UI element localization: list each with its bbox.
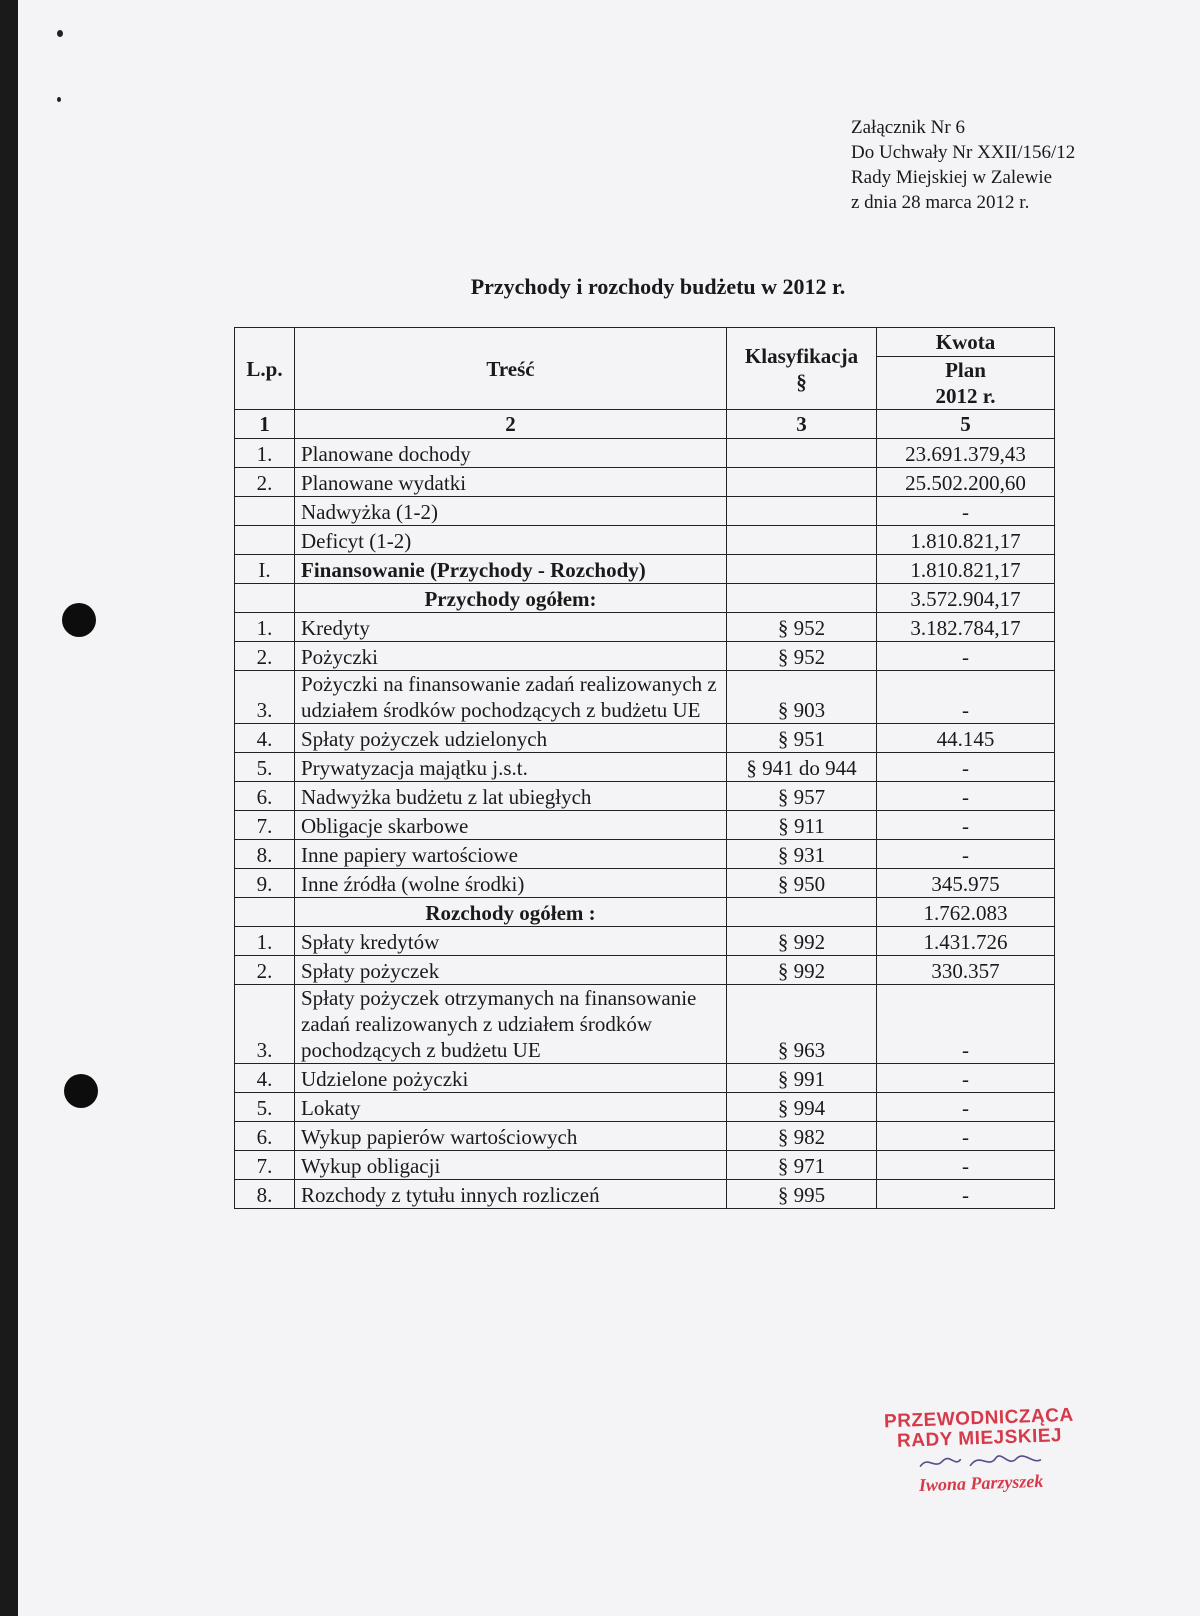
cell-kwota: -	[877, 642, 1055, 671]
cell-kwota: -	[877, 1064, 1055, 1093]
table-row	[235, 1151, 1055, 1180]
cell-tresc: Obligacje skarbowe	[295, 811, 727, 840]
cell-kwota: -	[877, 671, 1055, 724]
cell-tresc: Spłaty pożyczek otrzymanych na finansowanie zadań realizowanych z udziałem środków pochodzących z budżetu UE	[295, 985, 727, 1064]
table-body	[235, 439, 1055, 1209]
cell-lp: 4.	[235, 724, 295, 753]
table-row	[235, 956, 1055, 985]
cell-klasyfikacja: § 992	[727, 927, 877, 956]
cell-lp	[235, 584, 295, 613]
cell-lp: I.	[235, 555, 295, 584]
cell-kwota: 3.182.784,17	[877, 613, 1055, 642]
table-row	[235, 782, 1055, 811]
cell-klasyfikacja	[727, 526, 877, 555]
header-line: Załącznik Nr 6	[851, 117, 965, 138]
cell-tresc: Udzielone pożyczki	[295, 1064, 727, 1093]
cell-kwota: -	[877, 497, 1055, 526]
cell-klasyfikacja: § 950	[727, 869, 877, 898]
cell-tresc: Prywatyzacja majątku j.s.t.	[295, 753, 727, 782]
cell-lp: 8.	[235, 840, 295, 869]
cell-klasyfikacja	[727, 584, 877, 613]
cell-lp: 2.	[235, 642, 295, 671]
cell-lp: 5.	[235, 1093, 295, 1122]
column-number: 5	[877, 410, 1055, 439]
cell-kwota: 23.691.379,43	[877, 439, 1055, 468]
stamp-title-line: PRZEWODNICZĄCA	[883, 1404, 1074, 1433]
cell-tresc: Inne papiery wartościowe	[295, 840, 727, 869]
cell-tresc: Lokaty	[295, 1093, 727, 1122]
cell-lp: 7.	[235, 1151, 295, 1180]
table-row	[235, 898, 1055, 927]
cell-tresc: Pożyczki na finansowanie zadań realizowanych z udziałem środków pochodzących z budżetu UE	[295, 671, 727, 724]
header-line: Do Uchwały Nr XXII/156/12	[851, 142, 1076, 163]
header-paragraf-symbol: §	[796, 369, 807, 394]
cell-kwota: -	[877, 782, 1055, 811]
table-row	[235, 642, 1055, 671]
table-row	[235, 468, 1055, 497]
cell-lp: 1.	[235, 613, 295, 642]
cell-kwota: 44.145	[877, 724, 1055, 753]
table-row	[235, 526, 1055, 555]
column-number: 2	[295, 410, 727, 439]
table-row	[235, 555, 1055, 584]
cell-klasyfikacja: § 995	[727, 1180, 877, 1209]
table-row	[235, 724, 1055, 753]
cell-tresc: Spłaty pożyczek	[295, 956, 727, 985]
cell-kwota: -	[877, 1093, 1055, 1122]
cell-lp: 6.	[235, 782, 295, 811]
cell-lp	[235, 526, 295, 555]
cell-kwota: 1.762.083	[877, 898, 1055, 927]
cell-kwota: -	[877, 840, 1055, 869]
cell-lp: 2.	[235, 468, 295, 497]
cell-tresc: Deficyt (1-2)	[295, 526, 727, 555]
cell-lp	[235, 497, 295, 526]
cell-tresc: Rozchody ogółem :	[295, 898, 727, 927]
stamp-name: Iwona Parzyszek	[918, 1470, 1044, 1496]
cell-kwota: -	[877, 985, 1055, 1064]
cell-tresc: Planowane dochody	[295, 439, 727, 468]
cell-klasyfikacja: § 952	[727, 642, 877, 671]
cell-klasyfikacja: § 941 do 944	[727, 753, 877, 782]
cell-klasyfikacja	[727, 555, 877, 584]
cell-lp: 5.	[235, 753, 295, 782]
attachment-header	[851, 115, 1075, 215]
cell-klasyfikacja	[727, 497, 877, 526]
header-klasyfikacja	[727, 328, 877, 410]
budget-table	[234, 327, 1055, 1209]
cell-lp: 6.	[235, 1122, 295, 1151]
cell-klasyfikacja: § 957	[727, 782, 877, 811]
cell-tresc: Planowane wydatki	[295, 468, 727, 497]
table-row	[235, 497, 1055, 526]
cell-kwota: 3.572.904,17	[877, 584, 1055, 613]
cell-klasyfikacja: § 911	[727, 811, 877, 840]
cell-klasyfikacja: § 931	[727, 840, 877, 869]
header-plan-label: Plan	[945, 358, 986, 382]
table-row	[235, 811, 1055, 840]
header-tresc: Treść	[295, 328, 727, 410]
table-row	[235, 985, 1055, 1064]
table-row	[235, 927, 1055, 956]
cell-kwota: -	[877, 753, 1055, 782]
cell-tresc: Spłaty pożyczek udzielonych	[295, 724, 727, 753]
cell-kwota: 1.810.821,17	[877, 555, 1055, 584]
cell-klasyfikacja: § 963	[727, 985, 877, 1064]
cell-lp: 8.	[235, 1180, 295, 1209]
table-row	[235, 671, 1055, 724]
cell-tresc: Nadwyżka (1-2)	[295, 497, 727, 526]
header-plan-year: 2012 r.	[935, 384, 996, 408]
table-row	[235, 1093, 1055, 1122]
cell-kwota: -	[877, 1180, 1055, 1209]
column-number: 3	[727, 410, 877, 439]
cell-klasyfikacja: § 992	[727, 956, 877, 985]
table-row	[235, 1122, 1055, 1151]
cell-lp: 9.	[235, 869, 295, 898]
header-lp: L.p.	[235, 328, 295, 410]
cell-lp: 1.	[235, 439, 295, 468]
cell-tresc: Spłaty kredytów	[295, 927, 727, 956]
scan-speck	[57, 30, 63, 37]
document-title: Przychody i rozchody budżetu w 2012 r.	[470, 274, 846, 299]
cell-klasyfikacja: § 903	[727, 671, 877, 724]
punch-hole	[64, 1074, 98, 1108]
table-row	[235, 840, 1055, 869]
cell-kwota: 330.357	[877, 956, 1055, 985]
chairwoman-stamp	[869, 1404, 1092, 1498]
header-line: Rady Miejskiej w Zalewie	[851, 167, 1053, 188]
cell-tresc: Wykup papierów wartościowych	[295, 1122, 727, 1151]
cell-klasyfikacja: § 991	[727, 1064, 877, 1093]
cell-tresc: Pożyczki	[295, 642, 727, 671]
table-row	[235, 1064, 1055, 1093]
cell-tresc: Nadwyżka budżetu z lat ubiegłych	[295, 782, 727, 811]
table-row	[235, 584, 1055, 613]
cell-kwota: 1.431.726	[877, 927, 1055, 956]
cell-lp: 2.	[235, 956, 295, 985]
cell-kwota: -	[877, 1122, 1055, 1151]
cell-kwota: 25.502.200,60	[877, 468, 1055, 497]
cell-klasyfikacja	[727, 468, 877, 497]
cell-tresc: Przychody ogółem:	[295, 584, 727, 613]
column-number: 1	[235, 410, 295, 439]
table-row	[235, 753, 1055, 782]
cell-tresc: Kredyty	[295, 613, 727, 642]
cell-tresc: Finansowanie (Przychody - Rozchody)	[295, 555, 727, 584]
scan-speck	[57, 97, 61, 102]
cell-lp: 1.	[235, 927, 295, 956]
table-row	[235, 1180, 1055, 1209]
cell-lp: 3.	[235, 985, 295, 1064]
cell-klasyfikacja	[727, 898, 877, 927]
cell-kwota: 1.810.821,17	[877, 526, 1055, 555]
cell-kwota: -	[877, 1151, 1055, 1180]
cell-tresc: Rozchody z tytułu innych rozliczeń	[295, 1180, 727, 1209]
table-row	[235, 439, 1055, 468]
cell-klasyfikacja: § 952	[727, 613, 877, 642]
header-kwota: Kwota	[877, 328, 1055, 357]
header-klasyfikacja-label: Klasyfikacja	[744, 343, 859, 368]
cell-lp: 4.	[235, 1064, 295, 1093]
cell-kwota: -	[877, 811, 1055, 840]
header-line: z dnia 28 marca 2012 r.	[851, 192, 1030, 213]
cell-lp: 7.	[235, 811, 295, 840]
cell-klasyfikacja	[727, 439, 877, 468]
cell-tresc: Wykup obligacji	[295, 1151, 727, 1180]
cell-klasyfikacja: § 982	[727, 1122, 877, 1151]
cell-lp	[235, 898, 295, 927]
cell-lp: 3.	[235, 671, 295, 724]
scan-left-edge	[0, 0, 18, 1616]
table-row	[235, 613, 1055, 642]
cell-kwota: 345.975	[877, 869, 1055, 898]
punch-hole	[62, 603, 96, 637]
cell-klasyfikacja: § 994	[727, 1093, 877, 1122]
cell-klasyfikacja: § 951	[727, 724, 877, 753]
header-plan	[877, 357, 1055, 410]
stamp-title-line: RADY MIEJSKIEJ	[896, 1425, 1063, 1452]
table-row	[235, 869, 1055, 898]
cell-tresc: Inne źródła (wolne środki)	[295, 869, 727, 898]
cell-klasyfikacja: § 971	[727, 1151, 877, 1180]
